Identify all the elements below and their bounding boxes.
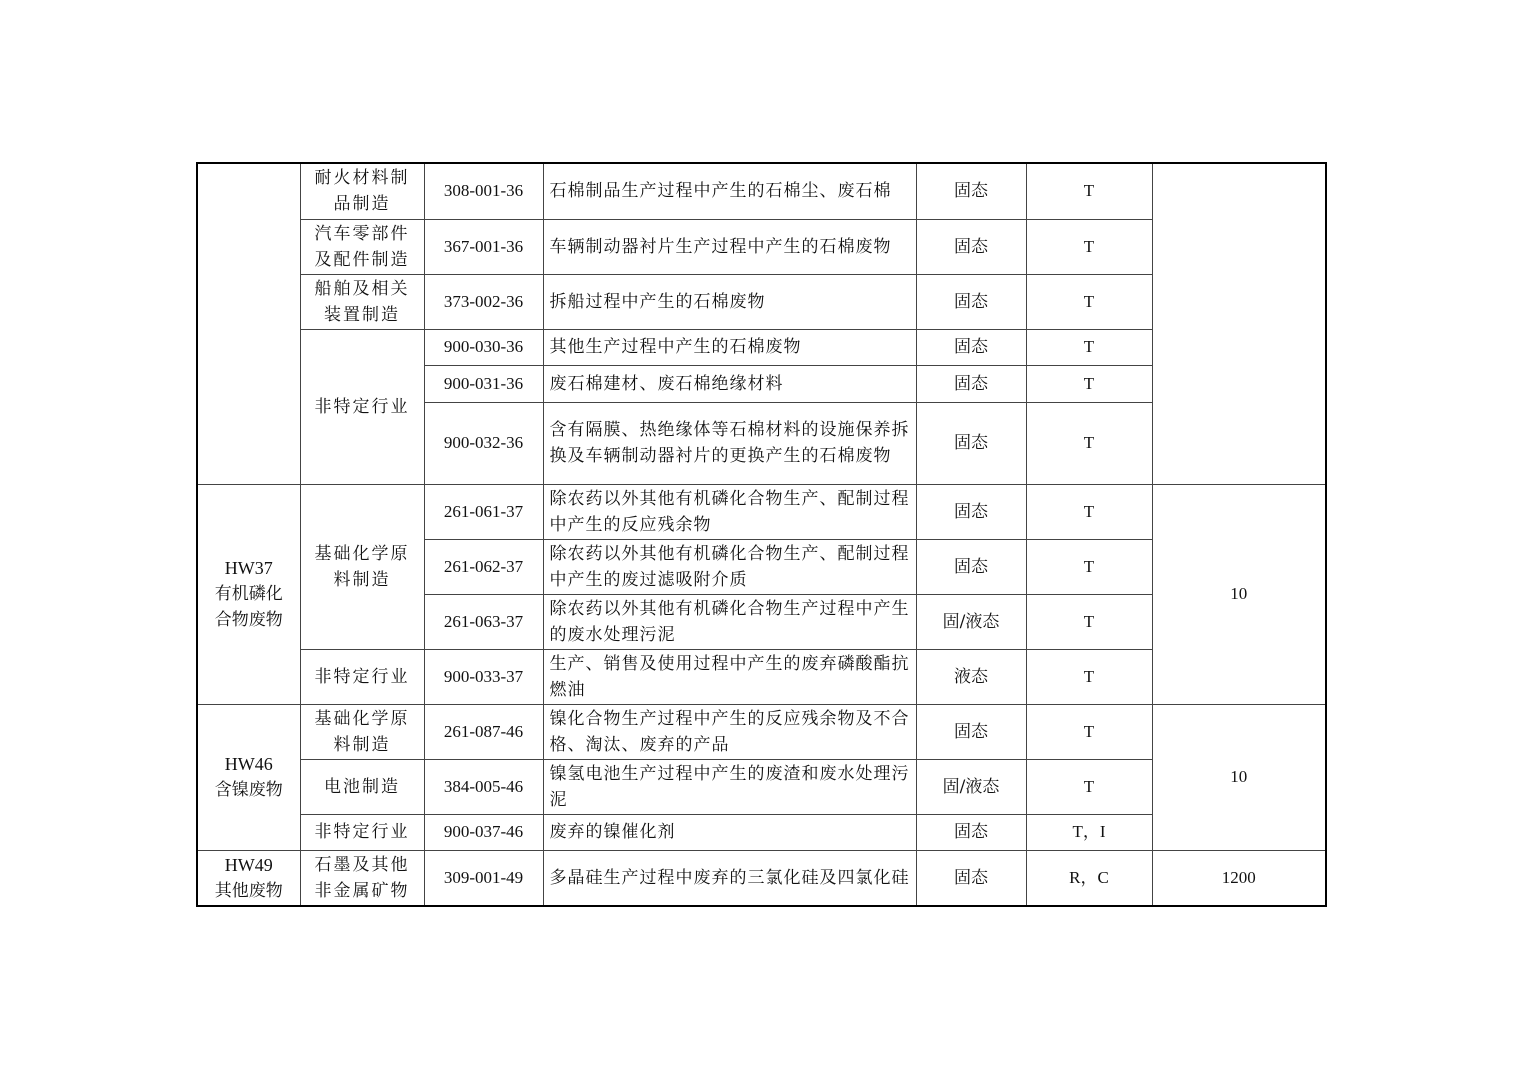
industry-cell: 基础化学原 料制造 xyxy=(300,484,424,649)
hazard-property: T xyxy=(1026,402,1152,484)
physical-form: 固态 xyxy=(916,539,1026,594)
waste-description: 除农药以外其他有机磷化合物生产、配制过程中产生的反应残余物 xyxy=(543,484,916,539)
quantity-cell: 1200 xyxy=(1152,850,1326,906)
physical-form: 固态 xyxy=(916,484,1026,539)
physical-form: 固态 xyxy=(916,704,1026,759)
waste-code: 373-002-36 xyxy=(424,274,543,329)
waste-description: 镍氢电池生产过程中产生的废渣和废水处理污泥 xyxy=(543,759,916,814)
waste-description: 废石棉建材、废石棉绝缘材料 xyxy=(543,365,916,402)
hazardous-waste-table xyxy=(196,162,1327,907)
hazard-property: T xyxy=(1026,594,1152,649)
category-cell: HW37 有机磷化 合物废物 xyxy=(197,484,300,704)
table-row xyxy=(197,484,1326,539)
waste-description: 拆船过程中产生的石棉废物 xyxy=(543,274,916,329)
waste-description: 除农药以外其他有机磷化合物生产、配制过程中产生的废过滤吸附介质 xyxy=(543,539,916,594)
waste-code: 900-037-46 xyxy=(424,814,543,850)
physical-form: 固态 xyxy=(916,814,1026,850)
table-row xyxy=(197,704,1326,759)
hazard-property: T xyxy=(1026,539,1152,594)
waste-code: 900-031-36 xyxy=(424,365,543,402)
industry-cell: 非特定行业 xyxy=(300,649,424,704)
waste-code: 261-063-37 xyxy=(424,594,543,649)
table-row xyxy=(197,163,1326,219)
hazard-property: T xyxy=(1026,365,1152,402)
industry-cell: 非特定行业 xyxy=(300,329,424,484)
waste-code: 261-087-46 xyxy=(424,704,543,759)
hazard-property: T，I xyxy=(1026,814,1152,850)
physical-form: 固态 xyxy=(916,329,1026,365)
hazard-property: T xyxy=(1026,649,1152,704)
hazard-property: T xyxy=(1026,219,1152,274)
waste-description: 镍化合物生产过程中产生的反应残余物及不合格、淘汰、废弃的产品 xyxy=(543,704,916,759)
physical-form: 液态 xyxy=(916,649,1026,704)
physical-form: 固态 xyxy=(916,365,1026,402)
physical-form: 固态 xyxy=(916,274,1026,329)
industry-cell: 汽车零部件 及配件制造 xyxy=(300,219,424,274)
waste-code: 900-033-37 xyxy=(424,649,543,704)
category-cell: HW49 其他废物 xyxy=(197,850,300,906)
waste-description: 多晶硅生产过程中废弃的三氯化硅及四氯化硅 xyxy=(543,850,916,906)
hazard-property: T xyxy=(1026,329,1152,365)
quantity-cell: 10 xyxy=(1152,704,1326,850)
industry-cell: 石墨及其他 非金属矿物 xyxy=(300,850,424,906)
waste-code: 309-001-49 xyxy=(424,850,543,906)
physical-form: 固态 xyxy=(916,163,1026,219)
physical-form: 固态 xyxy=(916,219,1026,274)
waste-description: 除农药以外其他有机磷化合物生产过程中产生的废水处理污泥 xyxy=(543,594,916,649)
waste-description: 生产、销售及使用过程中产生的废弃磷酸酯抗燃油 xyxy=(543,649,916,704)
category-cell: HW46 含镍废物 xyxy=(197,704,300,850)
waste-description: 含有隔膜、热绝缘体等石棉材料的设施保养拆换及车辆制动器衬片的更换产生的石棉废物 xyxy=(543,402,916,484)
industry-cell: 基础化学原 料制造 xyxy=(300,704,424,759)
physical-form: 固态 xyxy=(916,402,1026,484)
industry-cell: 耐火材料制 品制造 xyxy=(300,163,424,219)
hazard-property: T xyxy=(1026,274,1152,329)
waste-code: 367-001-36 xyxy=(424,219,543,274)
waste-description: 其他生产过程中产生的石棉废物 xyxy=(543,329,916,365)
hazard-property: R，C xyxy=(1026,850,1152,906)
waste-code: 900-032-36 xyxy=(424,402,543,484)
hazard-property: T xyxy=(1026,759,1152,814)
waste-code: 261-061-37 xyxy=(424,484,543,539)
physical-form: 固/液态 xyxy=(916,594,1026,649)
quantity-cell xyxy=(1152,163,1326,484)
hazard-property: T xyxy=(1026,163,1152,219)
waste-code: 384-005-46 xyxy=(424,759,543,814)
hazard-property: T xyxy=(1026,704,1152,759)
industry-cell: 船舶及相关 装置制造 xyxy=(300,274,424,329)
waste-description: 废弃的镍催化剂 xyxy=(543,814,916,850)
industry-cell: 非特定行业 xyxy=(300,814,424,850)
physical-form: 固态 xyxy=(916,850,1026,906)
table-row xyxy=(197,850,1326,906)
waste-code: 900-030-36 xyxy=(424,329,543,365)
waste-code: 261-062-37 xyxy=(424,539,543,594)
waste-description: 车辆制动器衬片生产过程中产生的石棉废物 xyxy=(543,219,916,274)
category-cell xyxy=(197,163,300,484)
industry-cell: 电池制造 xyxy=(300,759,424,814)
physical-form: 固/液态 xyxy=(916,759,1026,814)
waste-description: 石棉制品生产过程中产生的石棉尘、废石棉 xyxy=(543,163,916,219)
waste-code: 308-001-36 xyxy=(424,163,543,219)
hazard-property: T xyxy=(1026,484,1152,539)
quantity-cell: 10 xyxy=(1152,484,1326,704)
